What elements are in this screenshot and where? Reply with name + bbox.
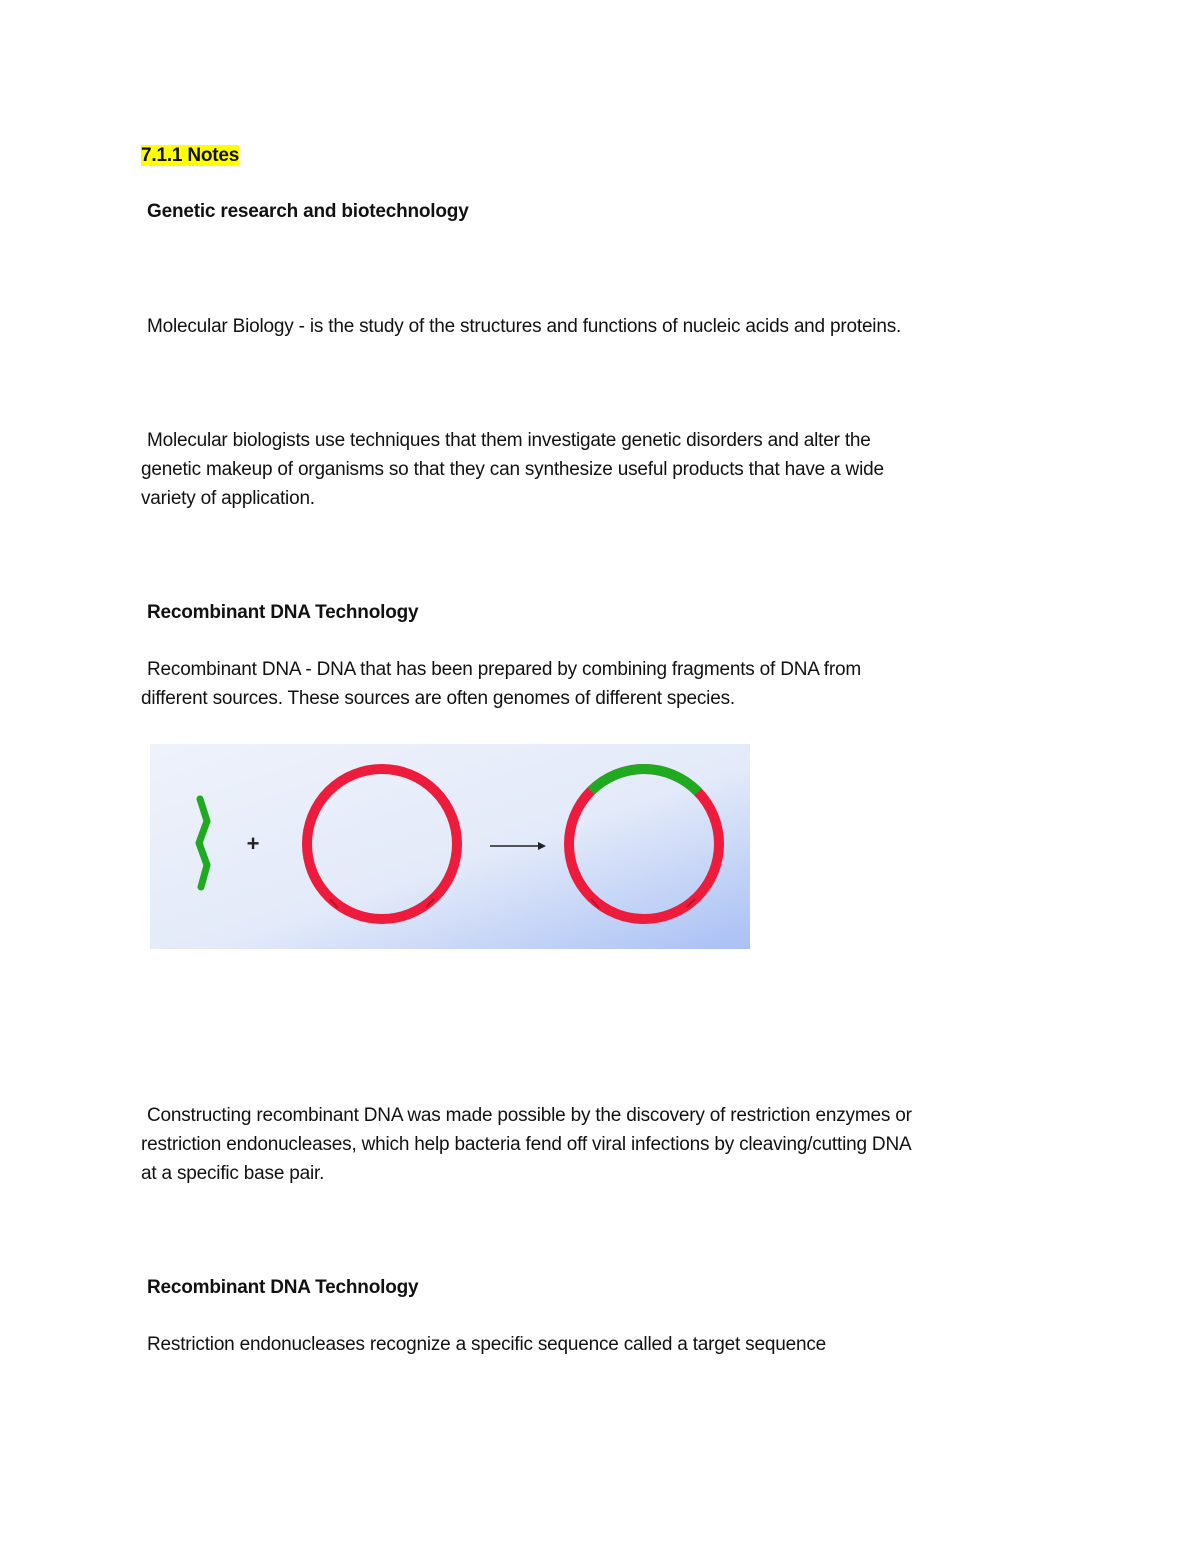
- molecular-biology-definition: Molecular Biology - is the study of the structures and functions of nucleic acids and proteins.: [147, 316, 902, 337]
- molecular-biologists-line-3: variety of application.: [141, 488, 315, 509]
- section-heading-recombinant-2: Recombinant DNA Technology: [147, 1277, 419, 1298]
- section-heading-recombinant-1: Recombinant DNA Technology: [147, 602, 419, 623]
- recombinant-dna-figure: [150, 744, 750, 949]
- subtitle: Genetic research and biotechnology: [147, 201, 469, 222]
- constructing-line-1: Constructing recombinant DNA was made possible by the discovery of restriction enzymes or: [147, 1105, 912, 1126]
- notes-title-highlight: 7.1.1 Notes: [141, 145, 240, 166]
- molecular-biologists-line-1: Molecular biologists use techniques that them investigate genetic disorders and alter the: [147, 430, 871, 451]
- recombinant-dna-diagram: [150, 744, 750, 949]
- recombinant-definition-line-1: Recombinant DNA - DNA that has been prepared by combining fragments of DNA from: [147, 659, 861, 680]
- recombinant-definition-line-2: different sources. These sources are often genomes of different species.: [141, 688, 735, 709]
- molecular-biologists-line-2: genetic makeup of organisms so that they can synthesize useful products that have a wide: [141, 459, 884, 480]
- constructing-line-3: at a specific base pair.: [141, 1163, 325, 1184]
- plus-symbol: +: [246, 831, 260, 856]
- notes-title: [141, 141, 239, 170]
- constructing-line-2: restriction endonucleases, which help bacteria fend off viral infections by cleaving/cutting DNA: [141, 1134, 912, 1155]
- restriction-endonucleases-line: Restriction endonucleases recognize a specific sequence called a target sequence: [147, 1334, 826, 1355]
